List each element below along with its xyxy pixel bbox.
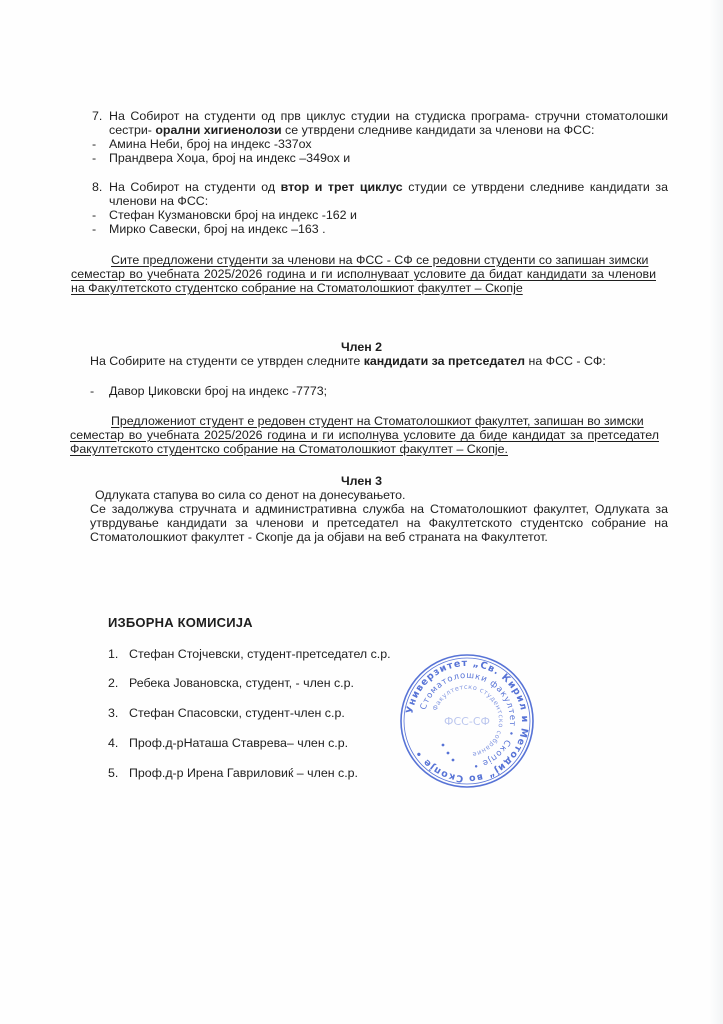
commission-member: Ребека Јовановска, студент, - член с.р.: [129, 676, 354, 690]
article-3-line-1: Одлуката стапува во сила со денот на донесувањето.: [95, 488, 406, 502]
item-8-candidate: Мирко Савески, број на индекс –163 .: [109, 222, 326, 236]
stamp-middle-text: Стоматолошки факултет • Скопје •: [418, 670, 518, 771]
article-3-heading: Член 3: [340, 474, 383, 488]
item-7-line-2: [109, 123, 594, 137]
commission-member: Проф.д-р Ирена Гавриловиќ – член с.р.: [129, 766, 358, 780]
item-8-bold-cycles: втор и трет циклус: [280, 180, 403, 194]
bullet-dash: -: [92, 208, 97, 222]
commission-member: Проф.д-рНаташа Ставрева– член с.р.: [129, 736, 349, 750]
stamp-inner-text: Факултетско студентско собрание: [430, 682, 506, 759]
stamp-dot: [442, 744, 445, 747]
article-2-note-line-1: Предложениот студент е редовен студент на Стоматолошкиот факултет, запишан во зимски: [111, 414, 644, 428]
item-7-line-1: На Собирот на студенти од прв циклус студии на студиска програма- стручни стоматолошки: [109, 109, 668, 123]
article-2-intro: [90, 354, 606, 368]
item-7-candidate: Прандвера Хоџа, број на индекс –349ох и: [109, 151, 351, 165]
president-candidate: Давор Џиковски број на индекс -7773;: [109, 384, 328, 398]
article-2-bold-president-candidates: кандидати за претседател: [363, 354, 526, 368]
commission-title: ИЗБОРНА КОМИСИЈА: [108, 615, 253, 630]
commission-member: Стефан Стојчевски, студент-претседател с.р.: [129, 647, 391, 661]
stamp-dot: [447, 752, 450, 755]
item-7-bold-oral-hygienists: орални хигиенолози: [155, 123, 282, 137]
commission-member: Стефан Спасовски, студент-член с.р.: [129, 706, 345, 720]
commission-member-number: 3.: [108, 706, 119, 720]
item-7-line-2-rest: се утврдени следниве кандидати за членови на ФСС:: [281, 123, 595, 137]
article-2-note-line-2: семестар во учебната 2025/2026 година и ги исполнува условите да биде кандидат за претседател: [70, 428, 659, 442]
bullet-dash: -: [92, 151, 97, 165]
official-stamp: [398, 652, 536, 790]
article-2-intro-rest: на ФСС - СФ:: [525, 354, 606, 368]
members-note-line-3: на Факултетското студентско собрание на Стоматолошкиот факултет – Скопје: [71, 281, 523, 295]
article-3-line-2: Се задолжува стручната и административна служба на Стоматолошкиот факултет, Одлуката за: [90, 502, 668, 516]
bullet-dash: -: [90, 384, 95, 398]
item-8-line-1: [109, 180, 668, 194]
item-7-line-2-text: сестри-: [109, 123, 156, 137]
item-8-line-1-rest: студии се утврдени следниве кандидати за: [402, 180, 668, 194]
commission-member-number: 1.: [108, 647, 119, 661]
item-7-number: 7.: [92, 109, 103, 123]
commission-member-number: 4.: [108, 736, 119, 750]
stamp-outer-text: Универзитет „Св. Кирил и Методиј“ во Скопје •: [404, 657, 531, 785]
members-note-line-2: семестар во учебната 2025/2026 година и ги исполнуваат условите да бидат кандидати за членови: [71, 267, 656, 281]
item-8-candidate: Стефан Кузмановски број на индекс -162 и: [109, 208, 357, 222]
bullet-dash: -: [92, 222, 97, 236]
commission-member-number: 5.: [108, 766, 119, 780]
item-8-number: 8.: [92, 180, 103, 194]
item-7-candidate: Амина Неби, број на индекс -337ох: [109, 137, 312, 151]
article-3-line-4: Стоматолошкиот факултет - Скопје да ја објави на веб страната на Факултетот.: [90, 530, 548, 544]
bullet-dash: -: [92, 137, 97, 151]
article-2-intro-text: На Собирите на студенти се утврден следните: [90, 354, 364, 368]
stamp-dot: [452, 759, 455, 762]
item-8-line-1-text: На Собирот на студенти од: [109, 180, 281, 194]
scan-edge-shadow: [709, 0, 723, 1024]
article-2-note-line-3: Факултетското студентско собрание на Стоматолошкиот факултет – Скопје.: [70, 442, 508, 456]
article-2-heading: Член 2: [340, 340, 383, 354]
item-8-line-2: членови на ФСС:: [109, 194, 209, 208]
commission-member-number: 2.: [108, 676, 119, 690]
members-note-line-1: Сите предложени студенти за членови на ФСС - СФ се редовни студенти со запишан зимски: [111, 253, 649, 267]
stamp-center-text: ФСС-СФ: [444, 715, 490, 728]
article-3-line-3: утврдување кандидати за членови и претседател на Факултетското студентско собрание на: [90, 516, 668, 530]
